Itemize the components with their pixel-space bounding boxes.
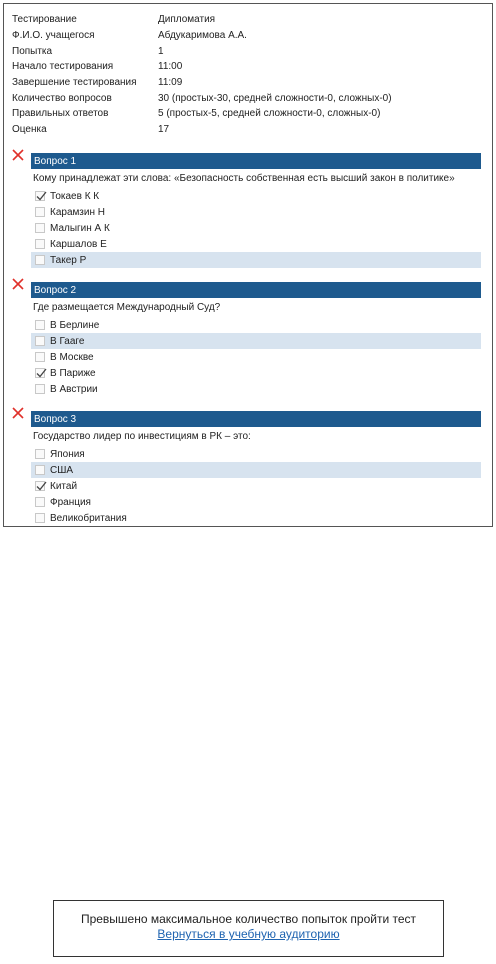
answer-option[interactable] bbox=[31, 381, 481, 397]
checkbox[interactable] bbox=[35, 255, 45, 265]
info-label: Количество вопросов bbox=[12, 92, 112, 104]
cross-icon bbox=[10, 276, 26, 292]
info-row-start bbox=[12, 59, 392, 75]
notice-message: Превышено максимальное количество попыток пройти тест bbox=[80, 912, 417, 926]
cross-icon bbox=[10, 405, 26, 421]
checkbox-checked[interactable] bbox=[35, 191, 45, 201]
checkmark-icon bbox=[35, 367, 47, 379]
info-label: Правильных ответов bbox=[12, 108, 109, 120]
answer-option-correct[interactable] bbox=[31, 333, 481, 349]
answer-list bbox=[31, 446, 481, 526]
checkmark-icon bbox=[35, 190, 47, 202]
checkmark-icon bbox=[35, 480, 47, 492]
info-label: Завершение тестирования bbox=[12, 77, 137, 89]
answer-label: Такер Р bbox=[50, 254, 87, 266]
answer-option-correct[interactable] bbox=[31, 252, 481, 268]
question-text: Где размещается Международный Суд? bbox=[33, 302, 221, 313]
answer-option[interactable] bbox=[31, 478, 481, 494]
checkbox[interactable] bbox=[35, 497, 45, 507]
answer-label: В Париже bbox=[50, 367, 96, 379]
answer-option[interactable] bbox=[31, 204, 481, 220]
info-value: 11:00 bbox=[158, 61, 183, 73]
checkbox[interactable] bbox=[35, 465, 45, 475]
answer-option[interactable] bbox=[31, 317, 481, 333]
checkbox-checked[interactable] bbox=[35, 481, 45, 491]
info-label: Начало тестирования bbox=[12, 61, 114, 73]
checkbox[interactable] bbox=[35, 320, 45, 330]
checkbox[interactable] bbox=[35, 513, 45, 523]
answer-list bbox=[31, 317, 481, 397]
question-header: Вопрос 3 bbox=[31, 411, 481, 427]
test-results-panel bbox=[3, 3, 493, 527]
answer-option[interactable] bbox=[31, 188, 481, 204]
checkbox-checked[interactable] bbox=[35, 368, 45, 378]
answer-option[interactable] bbox=[31, 494, 481, 510]
answer-option[interactable] bbox=[31, 349, 481, 365]
answer-label: США bbox=[50, 464, 74, 476]
answer-label: В Берлине bbox=[50, 319, 100, 331]
info-row-question-count bbox=[12, 90, 392, 106]
answer-label: Япония bbox=[50, 448, 85, 460]
info-value: 1 bbox=[158, 45, 164, 57]
answer-option[interactable] bbox=[31, 220, 481, 236]
checkbox[interactable] bbox=[35, 207, 45, 217]
answer-label: В Москве bbox=[50, 351, 94, 363]
info-row-correct bbox=[12, 106, 392, 122]
answer-label: Франция bbox=[50, 496, 91, 508]
answer-label: Каршалов Е bbox=[50, 238, 107, 250]
answer-label: Карамзин Н bbox=[50, 206, 105, 218]
info-label: Ф.И.О. учащегося bbox=[12, 30, 95, 42]
checkbox[interactable] bbox=[35, 352, 45, 362]
cross-icon bbox=[10, 147, 26, 163]
answer-label: Китай bbox=[50, 480, 78, 492]
answer-option[interactable] bbox=[31, 236, 481, 252]
attempts-exceeded-notice bbox=[53, 900, 444, 957]
info-label: Попытка bbox=[12, 45, 53, 57]
question-header: Вопрос 2 bbox=[31, 282, 481, 298]
question-text: Кому принадлежат эти слова: «Безопасность собственная есть высший закон в политике» bbox=[33, 173, 455, 184]
checkbox[interactable] bbox=[35, 384, 45, 394]
checkbox[interactable] bbox=[35, 336, 45, 346]
answer-list bbox=[31, 188, 481, 268]
checkbox[interactable] bbox=[35, 239, 45, 249]
answer-option[interactable] bbox=[31, 365, 481, 381]
info-row-test bbox=[12, 12, 392, 28]
answer-label: Малыгин А К bbox=[50, 222, 110, 234]
info-value: Дипломатия bbox=[158, 14, 216, 26]
answer-label: В Австрии bbox=[50, 383, 98, 395]
answer-label: Великобритания bbox=[50, 512, 127, 524]
info-value: 17 bbox=[158, 124, 170, 136]
answer-option-correct[interactable] bbox=[31, 462, 481, 478]
checkbox[interactable] bbox=[35, 223, 45, 233]
answer-label: Токаев К К bbox=[50, 190, 100, 202]
answer-label: В Гааге bbox=[50, 335, 85, 347]
test-info-table bbox=[12, 12, 392, 138]
answer-option[interactable] bbox=[31, 446, 481, 462]
info-value: 5 (простых-5, средней сложности-0, сложных-0) bbox=[158, 108, 381, 120]
return-to-classroom-link[interactable]: Вернуться в учебную аудиторию bbox=[157, 927, 340, 941]
info-row-student bbox=[12, 28, 392, 44]
info-value: 11:09 bbox=[158, 77, 183, 89]
info-row-end bbox=[12, 75, 392, 91]
info-value: Абдукаримова А.А. bbox=[158, 30, 247, 42]
question-text: Государство лидер по инвестициям в РК – это: bbox=[33, 431, 251, 442]
answer-option[interactable] bbox=[31, 510, 481, 526]
info-row-grade bbox=[12, 122, 392, 138]
checkbox[interactable] bbox=[35, 449, 45, 459]
info-value: 30 (простых-30, средней сложности-0, сложных-0) bbox=[158, 92, 392, 104]
info-label: Оценка bbox=[12, 124, 47, 136]
question-header: Вопрос 1 bbox=[31, 153, 481, 169]
info-row-attempt bbox=[12, 43, 392, 59]
info-label: Тестирование bbox=[12, 14, 77, 26]
